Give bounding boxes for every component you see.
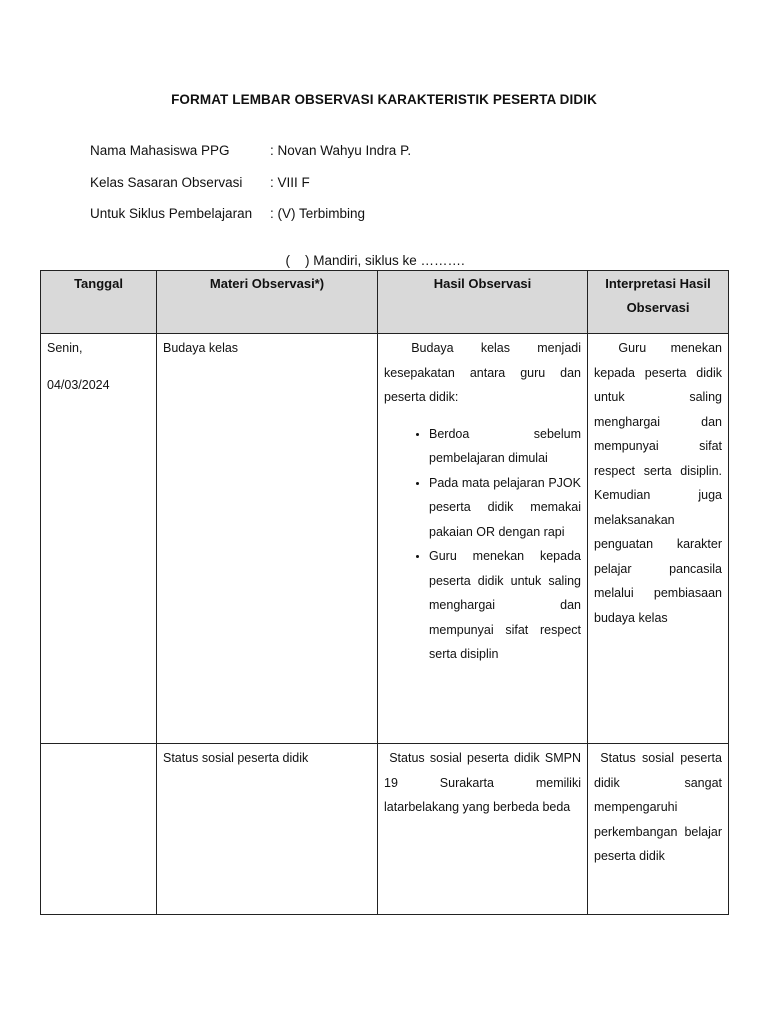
- interpretasi-text: Status sosial peserta didik sangat mempengaruhi perkembangan belajar peserta didik: [594, 751, 726, 863]
- table-header-row: [41, 271, 729, 334]
- row-day: Senin,: [47, 341, 83, 355]
- cell-interpretasi: [588, 744, 729, 915]
- list-item: • Berdoa sebelum pembelajaran dimulai: [429, 422, 581, 471]
- cell-hasil: [378, 334, 588, 744]
- header-materi: Materi Observasi*): [157, 271, 378, 334]
- cell-tanggal: [41, 334, 157, 744]
- mahasiswa-label: Nama Mahasiswa PPG: [90, 143, 230, 158]
- table-row: [41, 334, 729, 744]
- mahasiswa-value: : Novan Wahyu Indra P.: [270, 143, 412, 158]
- kelas-value: : VIII F: [270, 175, 310, 190]
- header-interpretasi: Interpretasi Hasil Observasi: [588, 271, 729, 334]
- info-row-siklus-mandiri: [278, 238, 465, 268]
- kelas-label: Kelas Sasaran Observasi: [90, 175, 243, 190]
- cell-interpretasi: [588, 334, 729, 744]
- header-tanggal: Tanggal: [41, 271, 157, 334]
- cell-materi: [157, 334, 378, 744]
- hasil-text: Status sosial peserta didik SMPN 19 Surakarta memiliki latarbelakang yang berbeda beda: [384, 751, 585, 814]
- siklus-label: Untuk Siklus Pembelajaran: [90, 206, 253, 221]
- cell-materi: [157, 744, 378, 915]
- hasil-intro: Budaya kelas menjadi kesepakatan antara guru dan peserta didik:: [384, 341, 585, 404]
- observation-table: [40, 270, 729, 915]
- hasil-points-list: [384, 422, 581, 667]
- info-row-mahasiswa: [90, 143, 411, 158]
- siklus-option-mandiri: ( ) Mandiri, siklus ke ……….: [285, 253, 465, 268]
- materi-text: Status sosial peserta didik: [163, 751, 309, 765]
- row-date: 04/03/2024: [47, 377, 110, 392]
- interpretasi-text: Guru menekan kepada peserta didik untuk saling menghargai dan mempunyai sifat respect serta disiplin. Kemudian juga melaksanakan penguatan karakter pelajar pancasila melalui pembiasaan budaya kelas: [594, 341, 726, 625]
- info-row-siklus: [90, 206, 365, 221]
- materi-text: Budaya kelas: [163, 341, 239, 355]
- cell-hasil: [378, 744, 588, 915]
- table-row: [41, 744, 729, 915]
- cell-tanggal: [41, 744, 157, 915]
- header-hasil: Hasil Observasi: [378, 271, 588, 334]
- siklus-value: : (V) Terbimbing: [270, 206, 366, 221]
- list-item: • Pada mata pelajaran PJOK peserta didik memakai pakaian OR dengan rapi: [429, 471, 581, 545]
- info-row-kelas: [90, 175, 310, 190]
- document-title: FORMAT LEMBAR OBSERVASI KARAKTERISTIK PESERTA DIDIK: [171, 92, 597, 107]
- list-item: • Guru menekan kepada peserta didik untuk saling menghargai dan mempunyai sifat respect serta disiplin: [429, 544, 581, 667]
